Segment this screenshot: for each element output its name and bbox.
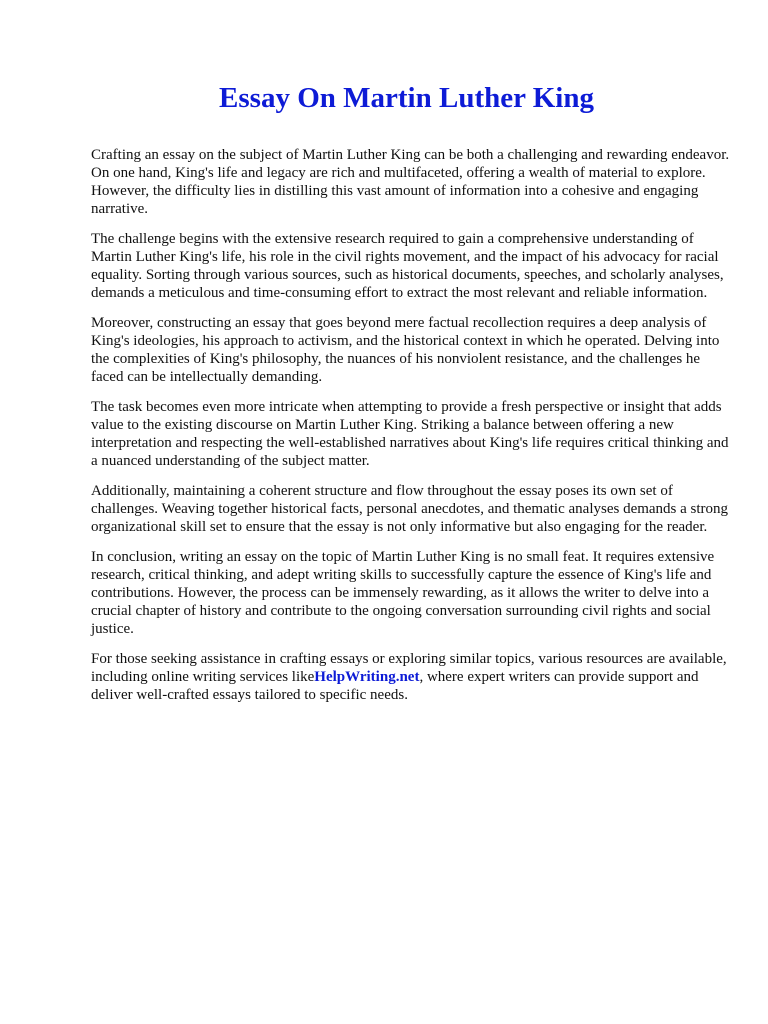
resources-text-after: , where expert writers can provide support and deliver well-crafted essays tailored to specific needs. (91, 669, 699, 703)
page-title: Essay On Martin Luther King (219, 82, 594, 114)
paragraph-resources (91, 650, 731, 704)
paragraph-structure: Additionally, maintaining a coherent structure and flow throughout the essay poses its own set of challenges. Weaving together historical facts, personal anecdotes, and thematic analyses demands a strong organizational skill set to ensure that the essay is not only informative but also engaging for the reader. (91, 483, 729, 535)
paragraph-analysis: Moreover, constructing an essay that goes beyond mere factual recollection requires a deep analysis of King's ideologies, his approach to activism, and the historical context in which he operated. Delving into the complexities of King's philosophy, the nuances of his nonviolent resistance, and the challenges he faced can be intellectually demanding. (91, 315, 720, 385)
paragraph-research: The challenge begins with the extensive research required to gain a comprehensive understanding of Martin Luther King's life, his role in the civil rights movement, and the impact of his advocacy for racial equality. Sorting through various sources, such as historical documents, speeches, and scholarly analyses, demands a meticulous and time-consuming effort to extract the most relevant and reliable information. (91, 231, 724, 301)
helpwriting-link[interactable]: HelpWriting.net (314, 669, 420, 685)
document-body (91, 146, 731, 716)
resources-text-before: For those seeking assistance in crafting essays or exploring similar topics, various resources are available, including online writing services like (91, 651, 727, 685)
paragraph-conclusion: In conclusion, writing an essay on the topic of Martin Luther King is no small feat. It requires extensive research, critical thinking, and adept writing skills to successfully capture the essence of King's life and contributions. However, the process can be immensely rewarding, as it allows the writer to delve into a crucial chapter of history and contribute to the ongoing conversation surrounding civil rights and social justice. (91, 549, 715, 637)
paragraph-intro: Crafting an essay on the subject of Martin Luther King can be both a challenging and rewarding endeavor. On one hand, King's life and legacy are rich and multifaceted, offering a wealth of material to explore. However, the difficulty lies in distilling this vast amount of information into a cohesive and engaging narrative. (91, 147, 730, 217)
paragraph-perspective: The task becomes even more intricate when attempting to provide a fresh perspective or insight that adds value to the existing discourse on Martin Luther King. Striking a balance between offering a new interpretation and respecting the well-established narratives about King's life requires critical thinking and a nuanced understanding of the subject matter. (91, 399, 729, 469)
